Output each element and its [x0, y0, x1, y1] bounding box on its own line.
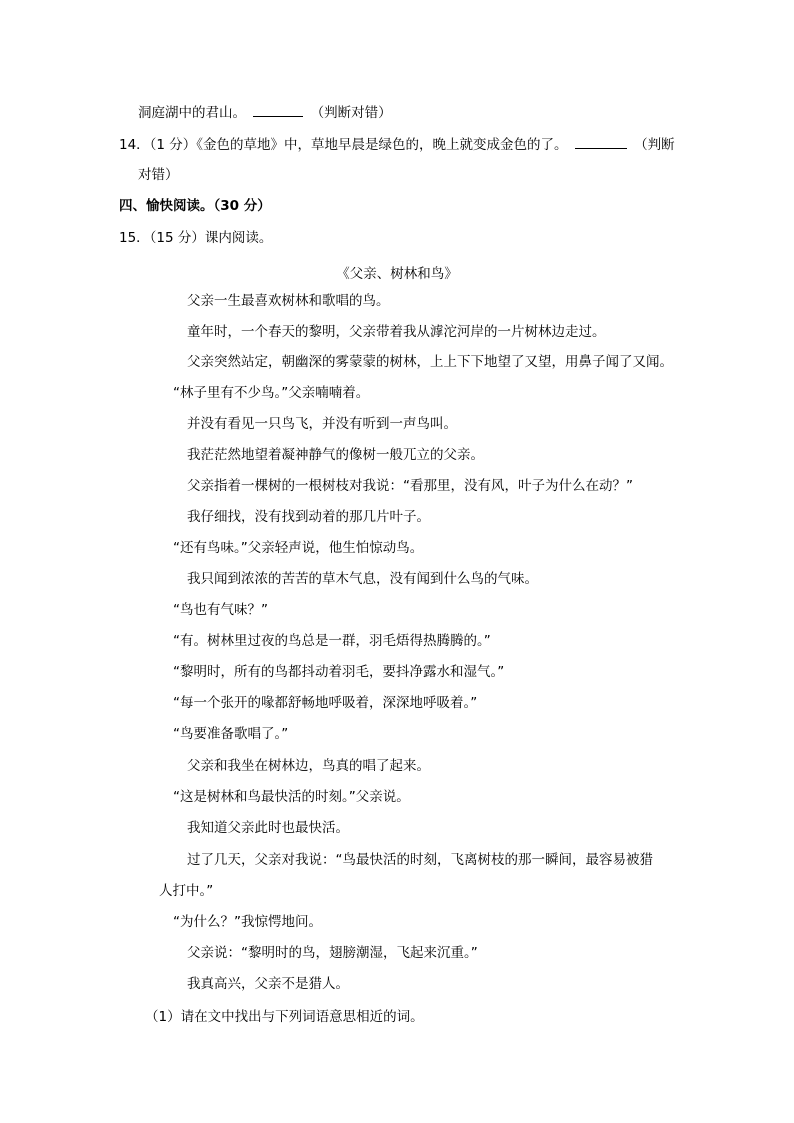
section-heading: 四、愉快阅读。（30 分） — [119, 198, 271, 214]
q14-judge-label: （判断 — [634, 137, 675, 153]
q13-judge-label: （判断对错） — [310, 105, 392, 121]
answer-blank[interactable] — [253, 104, 303, 117]
passage-paragraph: 我茫茫然地望着凝神静气的像树一般兀立的父亲。 — [187, 447, 484, 463]
q15-intro: 15．（15 分）课内阅读。 — [119, 230, 273, 246]
passage-title: 《父亲、树林和鸟》 — [336, 266, 458, 282]
q13-text: 洞庭湖中的君山。 — [138, 105, 246, 121]
sub-question-1: （1）请在文中找出与下列词语意思相近的词。 — [145, 1009, 424, 1025]
q13-tail-line — [138, 104, 392, 122]
passage-paragraph: 父亲指着一棵树的一根树枝对我说：“看那里，没有风，叶子为什么在动？” — [187, 478, 633, 494]
q14-line2: 对错） — [138, 167, 179, 183]
passage-paragraph: “每一个张开的喙都舒畅地呼吸着，深深地呼吸着。” — [173, 695, 478, 711]
passage-paragraph: “为什么？”我惊愕地问。 — [173, 914, 322, 930]
passage-paragraph: “林子里有不少鸟。”父亲喃喃着。 — [173, 385, 370, 401]
passage-paragraph: 父亲突然站定，朝幽深的雾蒙蒙的树林，上上下下地望了又望，用鼻子闻了又闻。 — [187, 354, 673, 370]
q14-line1 — [119, 136, 675, 154]
passage-paragraph: “鸟要准备歌唱了。” — [173, 726, 289, 742]
passage-paragraph: 我只闻到浓浓的苦苦的草木气息，没有闻到什么鸟的气味。 — [187, 571, 538, 587]
passage-paragraph: “黎明时，所有的鸟都抖动着羽毛，要抖净露水和湿气。” — [173, 664, 505, 680]
passage-paragraph: 过了几天，父亲对我说：“鸟最快活的时刻，飞离树枝的那一瞬间，最容易被猎 — [187, 852, 653, 868]
q14-text: 14．（1 分）《金色的草地》中，草地早晨是绿色的，晚上就变成金色的了。 — [119, 137, 568, 153]
passage-paragraph: 人打中。” — [159, 883, 214, 899]
passage-paragraph: 并没有看见一只鸟飞，并没有听到一声鸟叫。 — [187, 416, 457, 432]
passage-paragraph: “还有鸟味。”父亲轻声说，他生怕惊动鸟。 — [173, 540, 424, 556]
passage-paragraph: 父亲一生最喜欢树林和歌唱的鸟。 — [187, 293, 390, 309]
passage-paragraph: 我真高兴，父亲不是猎人。 — [187, 976, 349, 992]
answer-blank[interactable] — [575, 136, 627, 149]
passage-paragraph: 父亲说：“黎明时的鸟，翅膀潮湿，飞起来沉重。” — [187, 945, 478, 961]
passage-paragraph: “鸟也有气味？” — [173, 602, 268, 618]
passage-paragraph: “这是树林和鸟最快活的时刻。”父亲说。 — [173, 789, 410, 805]
passage-paragraph: 童年时，一个春天的黎明，父亲带着我从滹沱河岸的一片树林边走过。 — [187, 324, 606, 340]
passage-paragraph: 父亲和我坐在树林边，鸟真的唱了起来。 — [187, 758, 430, 774]
passage-paragraph: “有。树林里过夜的鸟总是一群，羽毛焐得热腾腾的。” — [173, 633, 491, 649]
passage-paragraph: 我仔细找，没有找到动着的那几片叶子。 — [187, 509, 430, 525]
passage-paragraph: 我知道父亲此时也最快活。 — [187, 820, 349, 836]
